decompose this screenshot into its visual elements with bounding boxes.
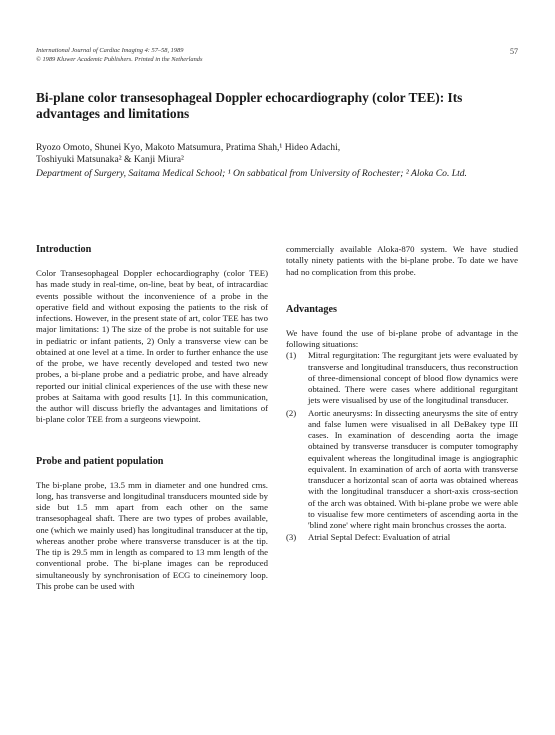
probe-heading: Probe and patient population — [36, 455, 164, 467]
probe-body-continuation: commercially available Aloka-870 system. We have studied totally ninety patients with the bi-plane probe. To date we have had no complication from this probe. — [286, 244, 518, 277]
list-item — [286, 532, 518, 543]
list-item-text: Mitral regurgitation: The regurgitant jets were evaluated by transverse and longitudinal transducers, thus reconstruction of three-dimensional concept of blood flow dynamics were obtained. There were cases where additional regurgitant jets were visualised by use of the longitudinal transducer. — [308, 350, 518, 406]
affiliation: Department of Surgery, Saitama Medical School; ¹ On sabbatical from University of Rochester; ² Aloka Co. Ltd. — [36, 168, 467, 179]
introduction-heading: Introduction — [36, 244, 92, 255]
list-item-text: Aortic aneurysms: In dissecting aneurysms the site of entry and false lumen were visualised in all DeBakey type III cases. In examination of descending aorta the image obtained by transverse transducer is computer tomography equivalent whereas the longitudinal image is angiographic equivalent. In examination of arch of aorta with transverse transducer a horizontal scan of aorta was obtained whereas with the longitudinal transducer a short-axis cross-section of the arch was obtained. With bi-plane probe we were able to visualise few more centimeters of ascending aorta in the 'blind zone' where right main bronchus crosses the aorta. — [308, 407, 518, 530]
author-line-2: Toshiyuki Matsunaka² & Kanji Miura² — [36, 154, 184, 166]
introduction-body: Color Transesophageal Doppler echocardiography (color TEE) has made study in real-time, on-line, beat by beat, of intracardiac events possible without the inconvenience of a probe in the operative field and without exposing the patients to the risk of infections. However, in the present state of art, color TEE has two major limitations: 1) The size of the probe is not suitable for use in pediatric or infant patients, 2) Only a transverse view can be obtained at one level at a time. In order to further enhance the use of the probe, we have recently developed and tested two new probes, a bi-plane probe and a pediatric probe, and have already reported our initial clinical experiences of the use with these new probes at Saitama with good results [1]. In this communication, the author will discuss briefly the advantages and limitations of bi-plane color TEE from a surgeons viewpoint. — [36, 268, 268, 425]
list-item-number: (1) — [286, 350, 297, 361]
list-item-text: Atrial Septal Defect: Evaluation of atrial — [308, 532, 451, 543]
list-item — [286, 408, 518, 532]
copyright-line: © 1989 Kluwer Academic Publishers. Printed in the Netherlands — [36, 56, 203, 63]
right-column — [286, 244, 518, 544]
left-column — [36, 244, 268, 592]
list-item-number: (3) — [286, 532, 297, 543]
probe-body: The bi-plane probe, 13.5 mm in diameter and one hundred cms. long, has transverse and longitudinal transducers mounted side by side but 1.5 mm apart from each other on the same transesophageal shaft. There are two types of probes available, one (which we mainly used) has longitudinal transducer at the tip, whereas another probe where transverse transducer is at the tip. The tip is 29.5 mm in length as compared to 13 mm length of the conventional probe. The bi-plane images can be reproduced simultaneously by synchronisation of ECG to cineinemory loop. This probe can be used with — [36, 479, 268, 591]
list-item — [286, 350, 518, 406]
author-line-1: Ryozo Omoto, Shunei Kyo, Makoto Matsumura, Pratima Shah,¹ Hideo Adachi, — [36, 142, 341, 153]
author-list — [36, 142, 516, 166]
list-item-number: (2) — [286, 407, 297, 418]
advantages-list — [286, 350, 518, 543]
article-title: Bi-plane color transesophageal Doppler echocardiography (color TEE): Its advantages and limitations — [36, 90, 463, 121]
advantages-intro: We have found the use of bi-plane probe of advantage in the following situations: — [286, 327, 518, 349]
journal-citation: International Journal of Cardiac Imaging 4: 57–58, 1989 — [36, 47, 184, 54]
advantages-heading: Advantages — [286, 303, 337, 315]
page-number: 57 — [510, 47, 518, 56]
